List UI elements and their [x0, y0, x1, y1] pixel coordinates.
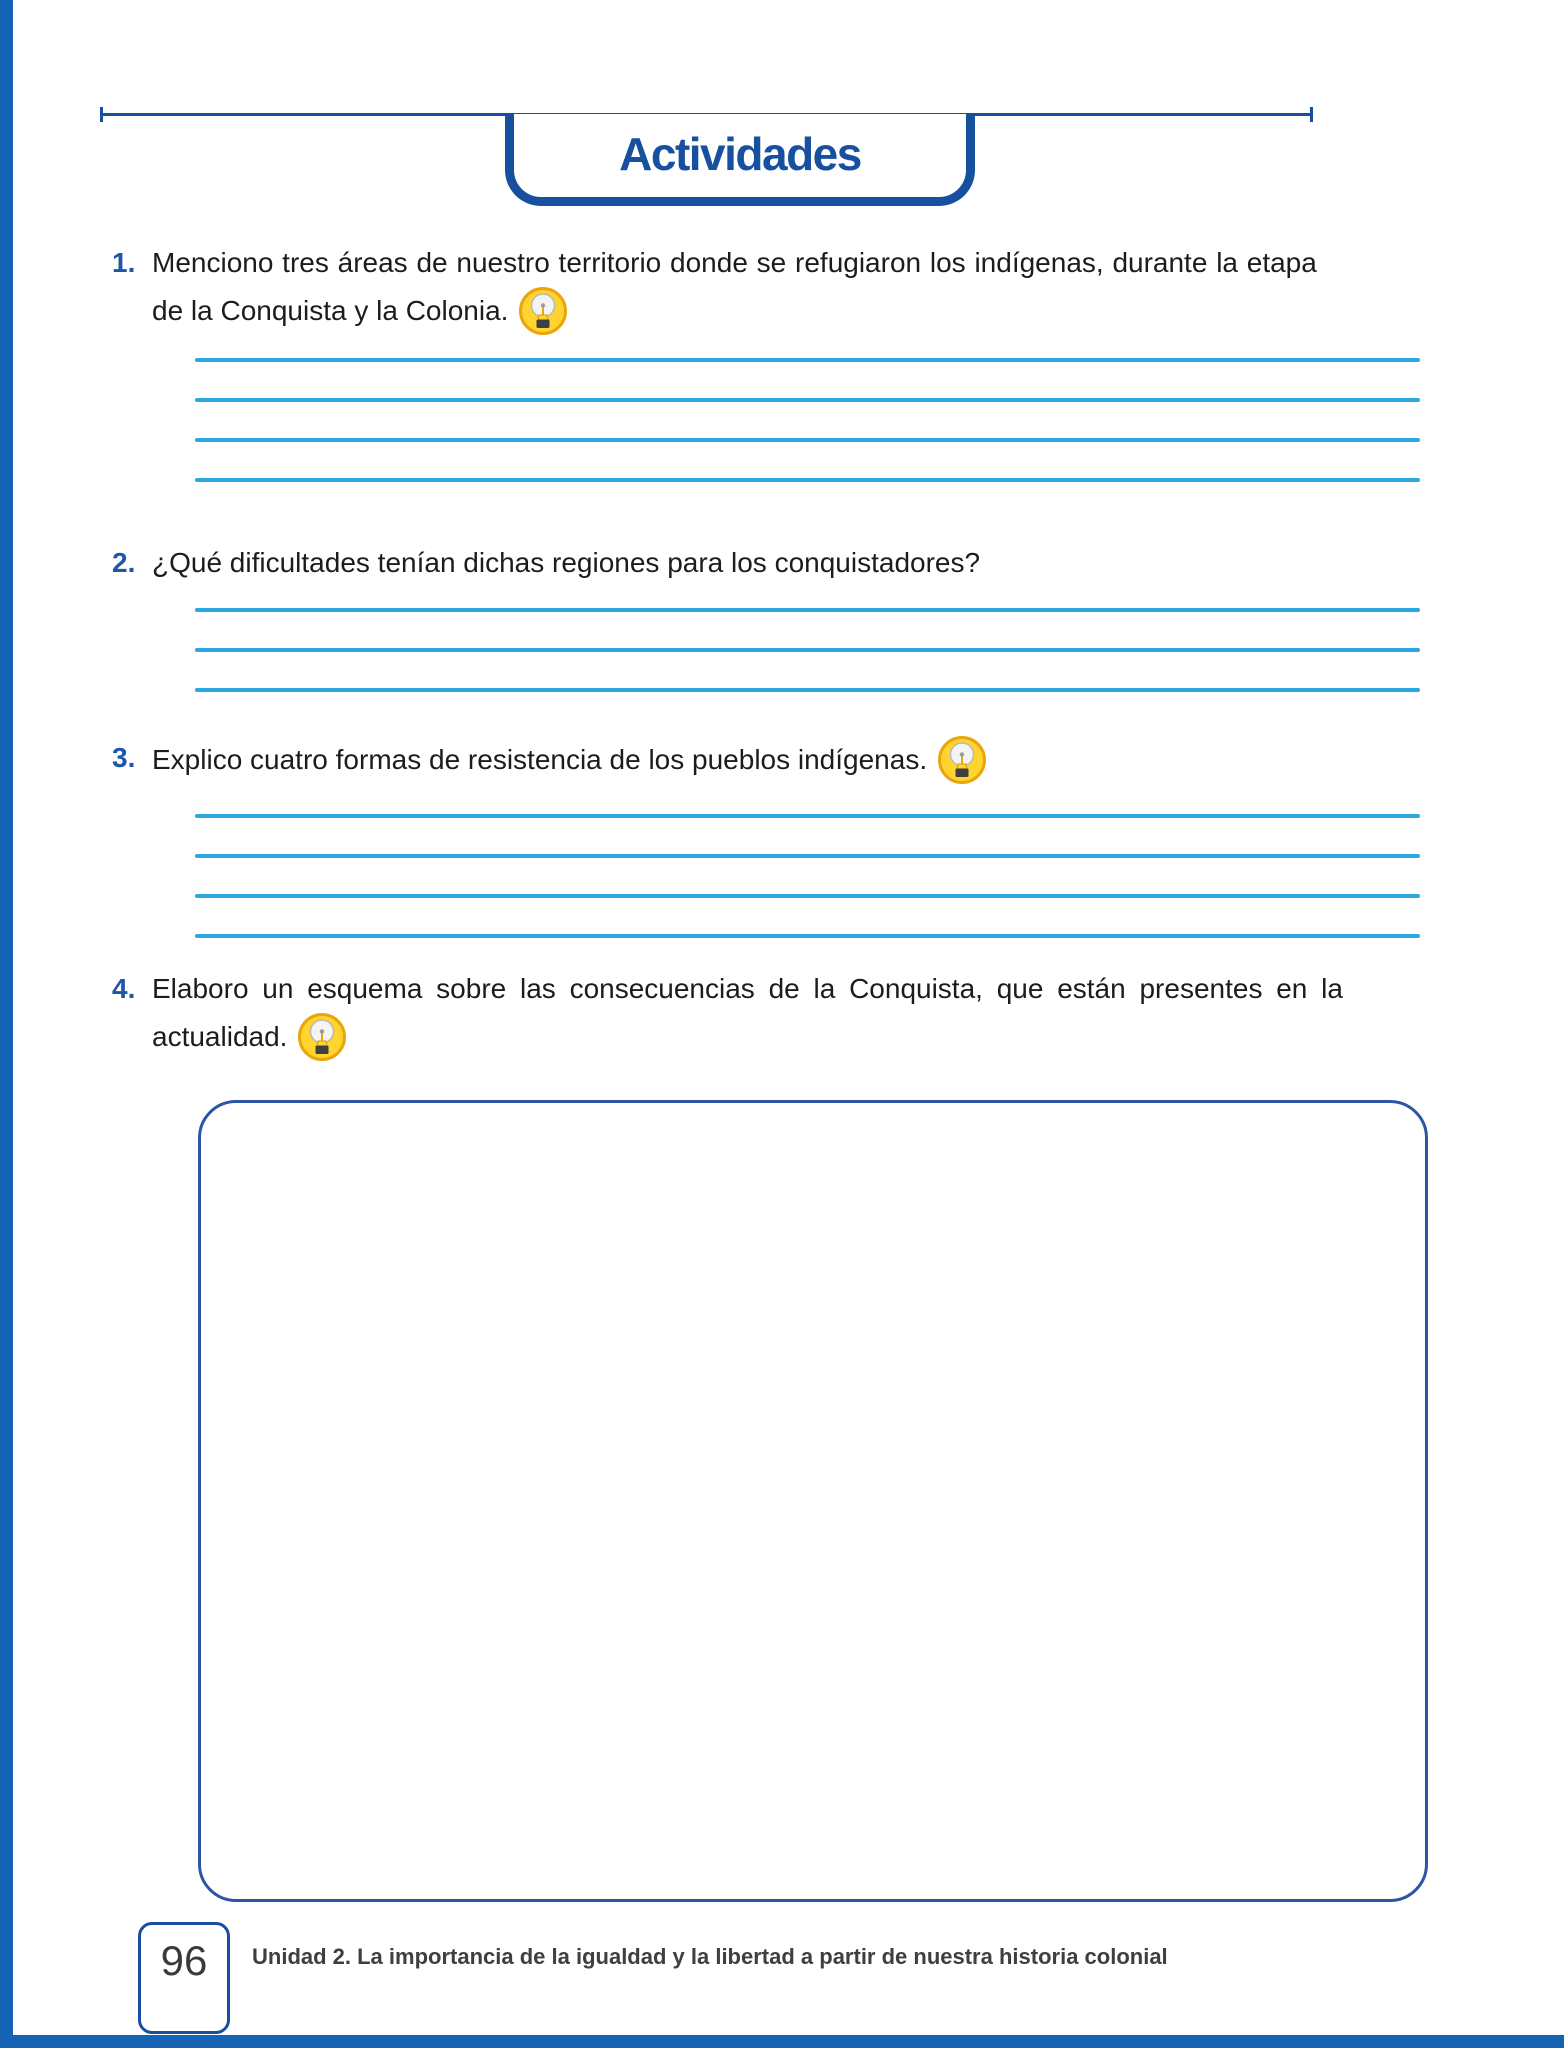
page-number-box	[138, 1922, 230, 2034]
answer-line	[195, 894, 1420, 898]
answer-line	[195, 648, 1420, 652]
question-3	[112, 735, 1432, 785]
hint-lightbulb-icon	[518, 286, 568, 336]
question-2	[112, 540, 1432, 586]
footer-unit-title: Unidad 2. La importancia de la igualdad y la libertad a partir de nuestra historia colonial	[252, 1944, 1168, 1969]
activities-tab	[505, 114, 975, 206]
hint-lightbulb-icon	[937, 735, 987, 785]
question-1-text-line1: Menciono tres áreas de nuestro territorio donde se refugiaron los indígenas, durante la etapa	[152, 247, 1317, 278]
answer-line	[195, 478, 1420, 482]
question-1	[112, 240, 1432, 336]
question-4-answer-box	[198, 1100, 1428, 1902]
hint-lightbulb-icon	[297, 1012, 347, 1062]
answer-line	[195, 934, 1420, 938]
header-rule-right-tick	[1310, 107, 1313, 122]
question-2-text-line1: ¿Qué dificultades tenían dichas regiones para los conquistadores?	[152, 547, 981, 578]
bottom-edge-bar	[0, 2035, 1564, 2048]
question-2-number: 2.	[112, 547, 136, 578]
question-3-number: 3.	[112, 742, 136, 773]
header-rule-left-tick	[100, 107, 103, 122]
question-4	[112, 966, 1432, 1062]
answer-line	[195, 608, 1420, 612]
left-edge-bar	[0, 0, 13, 2048]
answer-line	[195, 814, 1420, 818]
answer-line	[195, 688, 1420, 692]
answer-line	[195, 398, 1420, 402]
question-1-answer-lines	[195, 358, 1420, 518]
answer-line	[195, 854, 1420, 858]
question-4-text-line1: Elaboro un esquema sobre las consecuencias de la Conquista, que están presentes en la	[152, 973, 1343, 1004]
question-3-text-line1: Explico cuatro formas de resistencia de los pueblos indígenas.	[152, 744, 928, 775]
page-number: 96	[160, 1937, 208, 1984]
question-2-answer-lines	[195, 608, 1420, 728]
answer-line	[195, 358, 1420, 362]
question-4-text-line2: actualidad.	[152, 1021, 288, 1052]
question-4-number: 4.	[112, 973, 136, 1004]
question-1-text-line2: de la Conquista y la Colonia.	[152, 295, 509, 326]
page-title: Actividades	[619, 127, 861, 180]
answer-line	[195, 438, 1420, 442]
question-1-number: 1.	[112, 247, 136, 278]
question-3-answer-lines	[195, 814, 1420, 974]
